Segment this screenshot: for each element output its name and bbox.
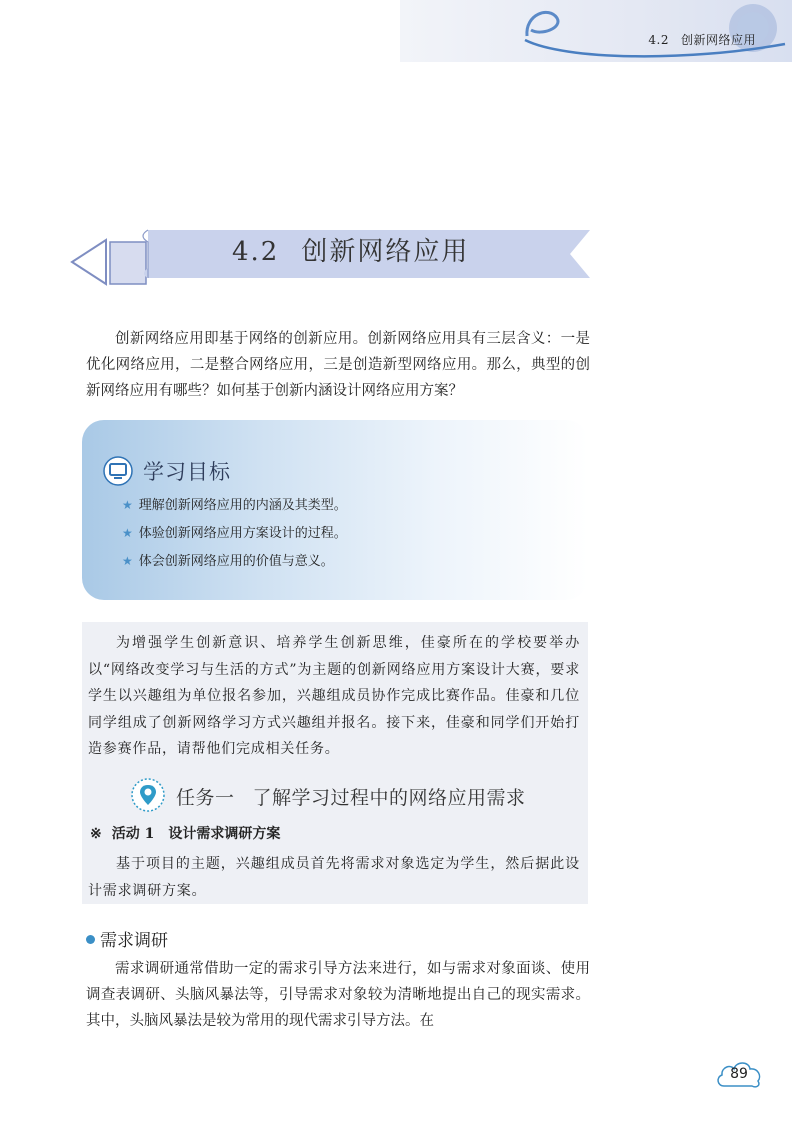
activity-title-text: 设计需求调研方案 <box>168 826 281 842</box>
goal-text: 体验创新网络应用方案设计的过程。 <box>138 526 347 541</box>
location-pin-icon <box>130 777 166 813</box>
goal-item <box>122 522 347 541</box>
star-icon: ★ <box>122 554 133 568</box>
learning-goals-title: 学习目标 <box>143 460 231 484</box>
activity-heading <box>90 823 280 843</box>
star-icon: ★ <box>122 498 133 512</box>
task-heading <box>176 783 526 810</box>
scenario-paragraph: 为增强学生创新意识、培养学生创新思维，佳豪所在的学校要举办以“网络改变学习与生活的方式”为主题的创新网络应用方案设计大赛，要求学生以兴趣组为单位报名参加，兴趣组成员协作完成比赛作品。佳豪和几位同学组成了创新网络学习方式兴趣组并报名。接下来，佳豪和同学们开始打造参赛作品，请帮他们完成相关任务。 <box>88 635 580 757</box>
goal-text: 体会创新网络应用的价值与意义。 <box>138 554 334 569</box>
intro-paragraph: 创新网络应用即基于网络的创新应用。创新网络应用具有三层含义：一是优化网络应用，二是整合网络应用，三是创造新型网络应用。那么，典型的创新网络应用有哪些？如何基于创新内涵设计网络应用方案？ <box>86 331 590 399</box>
goal-item <box>122 550 334 569</box>
goal-item <box>122 494 347 513</box>
star-icon: ★ <box>122 526 133 540</box>
task-title-text: 了解学习过程中的网络应用需求 <box>252 787 526 809</box>
subsection-heading: 需求调研 <box>100 931 168 951</box>
goal-text: 理解创新网络应用的内涵及其类型。 <box>138 498 347 513</box>
section-title-number: 4.2 <box>232 237 280 267</box>
section-title <box>232 231 469 268</box>
monitor-icon <box>103 456 133 486</box>
header-section-title: 创新网络应用 <box>680 33 756 47</box>
body-paragraph: 需求调研通常借助一定的需求引导方法来进行，如与需求对象面谈、使用调查表调研、头脑风暴法等，引导需求对象较为清晰地提出自己的现实需求。其中，头脑风暴法是较为常用的现代需求引导方法。在 <box>86 961 590 1029</box>
activity-label: 活动 1 <box>111 826 155 842</box>
bullet-icon <box>86 935 95 944</box>
section-title-text: 创新网络应用 <box>301 237 470 267</box>
page-number: 89 <box>730 1066 748 1082</box>
reference-mark: ※ <box>90 826 102 842</box>
header-section-number: 4.2 <box>648 33 669 47</box>
activity-paragraph: 基于项目的主题，兴趣组成员首先将需求对象选定为学生，然后据此设计需求调研方案。 <box>88 856 580 899</box>
running-header <box>648 31 756 48</box>
task-label: 任务一 <box>176 787 235 809</box>
